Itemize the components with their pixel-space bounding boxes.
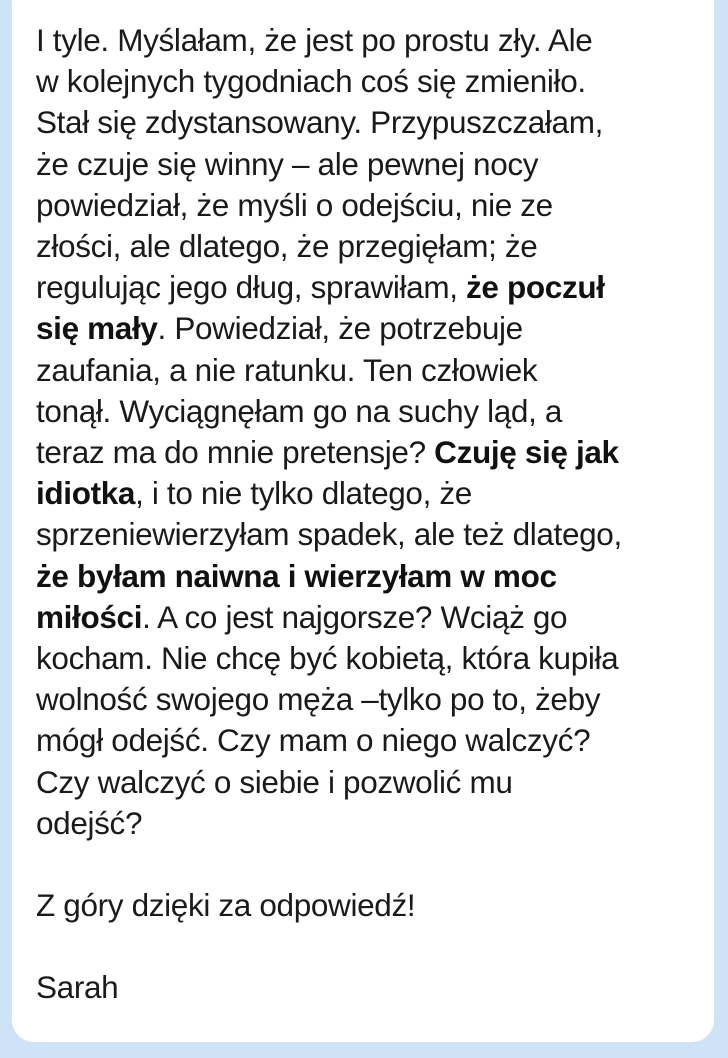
message-line bbox=[36, 762, 714, 803]
message-line bbox=[36, 720, 714, 761]
message-line bbox=[36, 308, 714, 349]
message-line bbox=[36, 597, 714, 638]
emphasized-text: idiotka bbox=[36, 475, 136, 512]
closing-line: Z góry dzięki za odpowiedź! bbox=[36, 887, 416, 924]
text-segment: zaufania, a nie ratunku. Ten człowiek bbox=[36, 351, 538, 388]
message-line bbox=[36, 185, 714, 226]
message-line bbox=[36, 638, 714, 679]
message-line bbox=[36, 679, 714, 720]
text-segment: tonął. Wyciągnęłam go na suchy ląd, a bbox=[36, 392, 563, 429]
message-line bbox=[36, 556, 714, 597]
message-line bbox=[36, 267, 714, 308]
message-line bbox=[36, 432, 714, 473]
emphasized-text: miłości bbox=[36, 598, 143, 635]
message-card bbox=[12, 0, 714, 1042]
text-segment: , i to nie tylko dlatego, że bbox=[135, 475, 472, 512]
message-line bbox=[36, 391, 714, 432]
text-segment: odejść? bbox=[36, 804, 143, 841]
emphasized-text: się mały bbox=[36, 310, 158, 347]
message-body bbox=[36, 20, 714, 844]
signature: Sarah bbox=[36, 969, 119, 1006]
text-segment: mógł odejść. Czy mam o niego walczyć? bbox=[36, 722, 591, 759]
text-segment: I tyle. Myślałam, że jest po prostu zły. Ale bbox=[36, 22, 593, 58]
text-segment: . A co jest najgorsze? Wciąż go bbox=[142, 598, 568, 635]
text-segment: . Powiedział, że potrzebuje bbox=[157, 310, 523, 347]
message-line bbox=[36, 144, 714, 185]
message-line bbox=[36, 102, 714, 143]
text-segment: kocham. Nie chcę być kobietą, która kupiła bbox=[36, 640, 619, 677]
text-segment: regulując jego dług, sprawiłam, bbox=[36, 269, 467, 306]
message-line bbox=[36, 473, 714, 514]
text-segment: że czuje się winny – ale pewnej nocy bbox=[36, 145, 539, 182]
message-line bbox=[36, 226, 714, 267]
text-segment: Stał się zdystansowany. Przypuszczałam, bbox=[36, 104, 603, 141]
paragraph-gap bbox=[36, 926, 714, 967]
text-segment: Czy walczyć o siebie i pozwolić mu bbox=[36, 763, 513, 800]
text-segment: wolność swojego męża –tylko po to, żeby bbox=[36, 681, 601, 718]
text-segment: sprzeniewierzyłam spadek, ale też dlatego, bbox=[36, 516, 622, 553]
text-segment: w kolejnych tygodniach coś się zmieniło. bbox=[36, 63, 586, 100]
emphasized-text: że poczuł bbox=[466, 269, 605, 306]
text-segment: złości, ale dlatego, że przegięłam; że bbox=[36, 228, 538, 265]
message-line bbox=[36, 61, 714, 102]
text-segment: powiedział, że myśli o odejściu, nie ze bbox=[36, 186, 553, 223]
emphasized-text: Czuję się jak bbox=[434, 434, 619, 471]
message-line bbox=[36, 20, 714, 61]
emphasized-text: że byłam naiwna i wierzyłam w moc bbox=[36, 557, 557, 594]
message-line bbox=[36, 350, 714, 391]
text-segment: teraz ma do mnie pretensje? bbox=[36, 434, 435, 471]
message-line bbox=[36, 514, 714, 555]
message-line bbox=[36, 803, 714, 844]
paragraph-gap bbox=[36, 844, 714, 885]
